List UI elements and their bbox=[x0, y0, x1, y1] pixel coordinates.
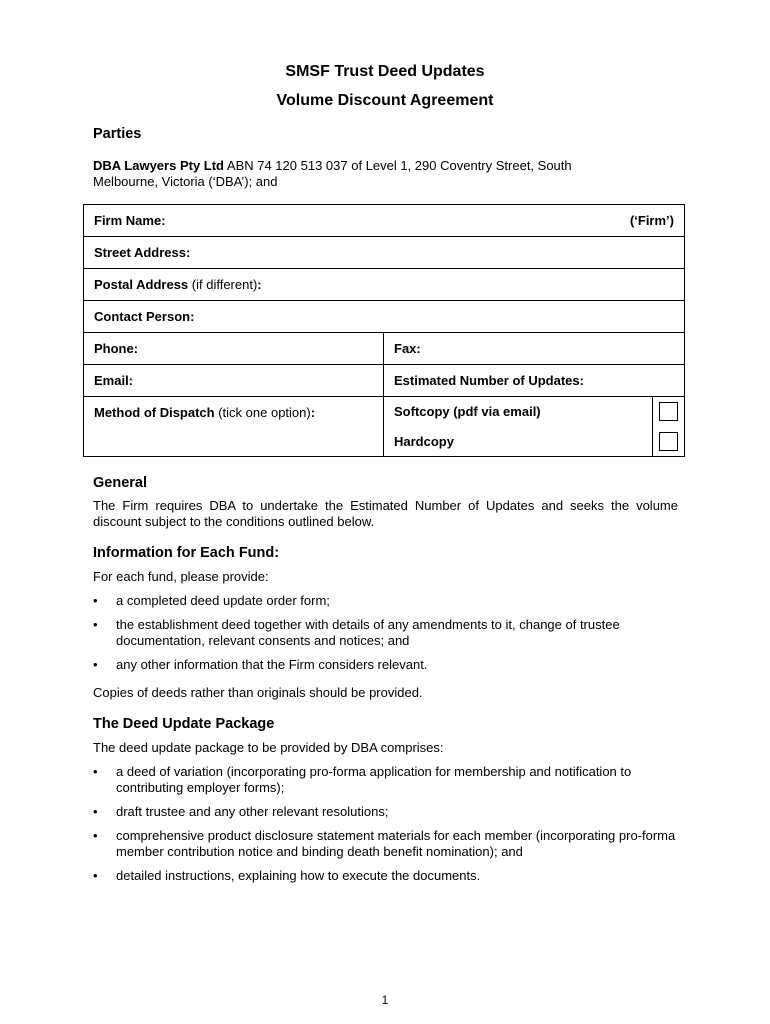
info-footer: Copies of deeds rather than originals should be provided. bbox=[93, 685, 423, 700]
dispatch-note: (tick one option) bbox=[214, 405, 311, 420]
fax-label: Fax: bbox=[394, 341, 421, 356]
package-list bbox=[93, 764, 683, 892]
form-row-firm-name bbox=[84, 205, 685, 237]
company-address-line2: Melbourne, Victoria (‘DBA’); and bbox=[93, 174, 278, 189]
postal-address-colon: : bbox=[257, 277, 262, 292]
softcopy-checkbox[interactable] bbox=[659, 402, 678, 421]
email-field[interactable] bbox=[84, 365, 384, 397]
fax-field[interactable] bbox=[384, 333, 685, 365]
list-item: • a completed deed update order form; bbox=[93, 593, 683, 609]
list-item: • detailed instructions, explaining how to execute the documents. bbox=[93, 868, 683, 884]
dispatch-colon: : bbox=[310, 405, 316, 420]
hardcopy-checkbox-cell bbox=[653, 427, 685, 457]
softcopy-label: Softcopy (pdf via email) bbox=[394, 404, 541, 420]
firm-details-form bbox=[83, 204, 685, 457]
firm-tag: (‘Firm’) bbox=[629, 213, 674, 228]
document-title: SMSF Trust Deed Updates bbox=[285, 63, 485, 80]
dispatch-label: Method of Dispatch bbox=[94, 405, 215, 420]
company-name: DBA Lawyers Pty Ltd bbox=[93, 158, 224, 173]
info-heading: Information for Each Fund: bbox=[93, 545, 280, 561]
package-heading: The Deed Update Package bbox=[93, 716, 275, 732]
softcopy-checkbox-cell bbox=[653, 397, 685, 427]
street-address-field[interactable] bbox=[84, 237, 685, 269]
list-item: • any other information that the Firm considers relevant. bbox=[93, 657, 683, 673]
list-item: • comprehensive product disclosure statement materials for each member (incorporating pro-forma member contribution notice and binding death benefit nomination); and bbox=[93, 828, 683, 860]
firm-name-label: Firm Name: bbox=[94, 213, 166, 228]
list-item: • draft trustee and any other relevant resolutions; bbox=[93, 804, 683, 820]
parties-heading: Parties bbox=[93, 126, 142, 142]
phone-field[interactable] bbox=[84, 333, 384, 365]
form-row-email-estimate bbox=[84, 365, 685, 397]
page-number: 1 bbox=[381, 993, 389, 1007]
info-intro: For each fund, please provide: bbox=[93, 569, 269, 584]
contact-person-field[interactable] bbox=[84, 301, 685, 333]
form-row-contact bbox=[84, 301, 685, 333]
document-subtitle: Volume Discount Agreement bbox=[276, 92, 494, 109]
hardcopy-option-cell bbox=[384, 427, 653, 457]
contact-person-label: Contact Person: bbox=[94, 309, 195, 324]
dispatch-method-cell bbox=[84, 397, 384, 457]
postal-address-note: (if different) bbox=[188, 277, 258, 292]
estimated-updates-label: Estimated Number of Updates: bbox=[394, 373, 584, 388]
form-row-phone-fax bbox=[84, 333, 685, 365]
hardcopy-checkbox[interactable] bbox=[659, 432, 678, 451]
softcopy-option-cell bbox=[384, 397, 653, 427]
general-heading: General bbox=[93, 475, 147, 491]
form-row-dispatch-softcopy bbox=[84, 397, 685, 427]
postal-address-label: Postal Address bbox=[94, 277, 189, 292]
estimated-updates-field[interactable] bbox=[384, 365, 685, 397]
phone-label: Phone: bbox=[94, 341, 139, 356]
postal-address-field[interactable] bbox=[84, 269, 685, 301]
form-row-postal bbox=[84, 269, 685, 301]
street-address-label: Street Address: bbox=[94, 245, 191, 260]
email-label: Email: bbox=[94, 373, 134, 388]
hardcopy-label: Hardcopy bbox=[394, 433, 454, 449]
parties-text bbox=[93, 158, 678, 190]
list-item: • a deed of variation (incorporating pro-forma application for membership and notification to contributing employer forms); bbox=[93, 764, 683, 796]
company-details: ABN 74 120 513 037 of Level 1, 290 Coventry Street, South bbox=[224, 158, 572, 173]
package-intro: The deed update package to be provided by DBA comprises: bbox=[93, 740, 444, 755]
info-list bbox=[93, 593, 683, 681]
general-text: The Firm requires DBA to undertake the Estimated Number of Updates and seeks the volume discount subject to the conditions outlined below. bbox=[93, 498, 678, 529]
form-row-street bbox=[84, 237, 685, 269]
list-item: • the establishment deed together with details of any amendments to it, change of trustee documentation, relevant consents and notices; and bbox=[93, 617, 683, 649]
firm-name-field[interactable] bbox=[84, 205, 685, 237]
